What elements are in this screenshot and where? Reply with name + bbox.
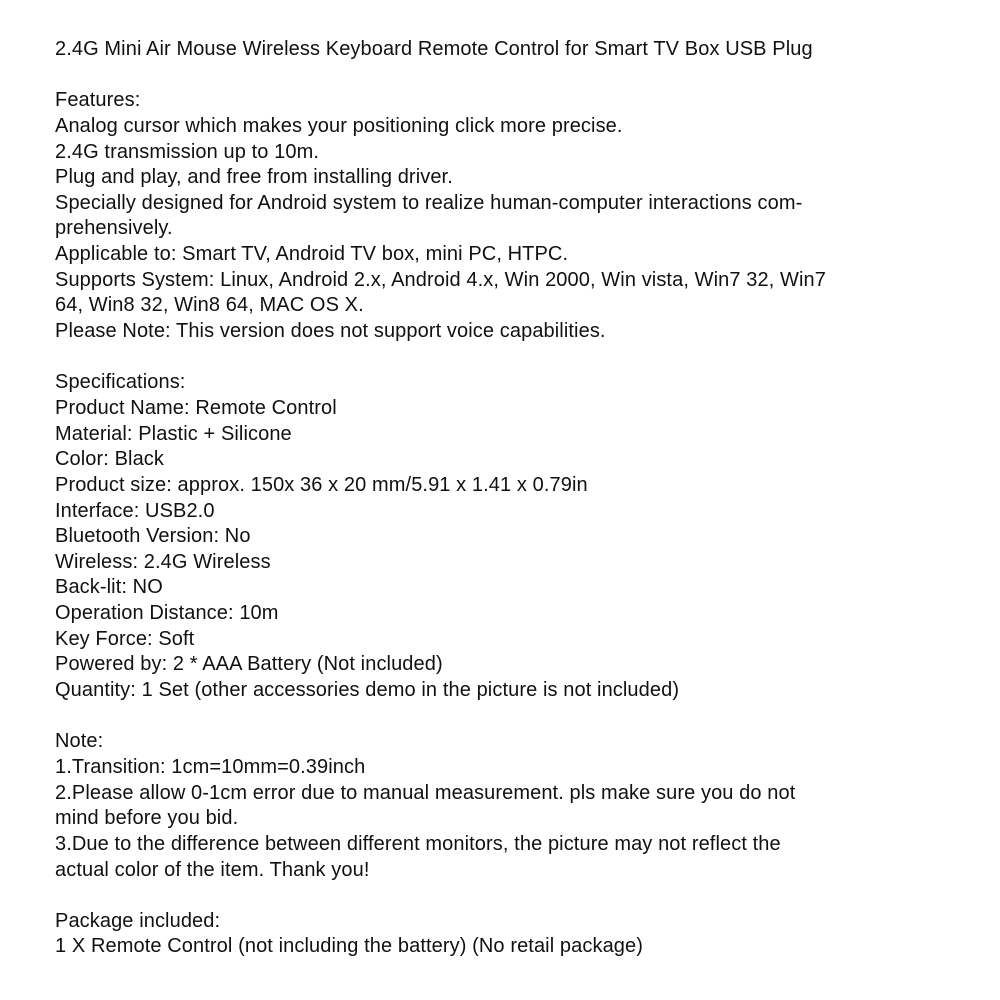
spec-line-wireless: Wireless: 2.4G Wireless <box>55 550 271 573</box>
spec-line-powered-by: Powered by: 2 * AAA Battery (Not included) <box>55 653 443 676</box>
feature-line: Applicable to: Smart TV, Android TV box, mini PC, HTPC. <box>55 243 569 266</box>
spec-line-interface: Interface: USB2.0 <box>55 499 215 522</box>
spec-line-product-name: Product Name: Remote Control <box>55 396 337 419</box>
note-line: actual color of the item. Thank you! <box>55 858 370 881</box>
package-included-heading: Package included: <box>55 909 221 932</box>
feature-line: 64, Win8 32, Win8 64, MAC OS X. <box>55 294 364 317</box>
spec-line-backlit: Back-lit: NO <box>55 576 163 599</box>
features-section <box>55 88 970 344</box>
spec-line-quantity: Quantity: 1 Set (other accessories demo in the picture is not included) <box>55 679 680 702</box>
product-title: 2.4G Mini Air Mouse Wireless Keyboard Remote Control for Smart TV Box USB Plug <box>55 38 813 60</box>
spec-line-bluetooth: Bluetooth Version: No <box>55 525 251 548</box>
spec-line-material: Material: Plastic + Silicone <box>55 422 292 445</box>
spec-line-product-size: Product size: approx. 150x 36 x 20 mm/5.91 x 1.41 x 0.79in <box>55 473 588 496</box>
package-included-line: 1 X Remote Control (not including the battery) (No retail package) <box>55 935 643 958</box>
feature-line: Supports System: Linux, Android 2.x, Android 4.x, Win 2000, Win vista, Win7 32, Win7 <box>55 268 826 291</box>
feature-line: Please Note: This version does not support voice capabilities. <box>55 320 606 343</box>
note-heading: Note: <box>55 730 104 753</box>
note-line: 1.Transition: 1cm=10mm=0.39inch <box>55 755 366 778</box>
feature-line: Analog cursor which makes your positioning click more precise. <box>55 114 623 137</box>
specifications-section <box>55 370 970 703</box>
package-included-section <box>55 909 970 960</box>
note-line: mind before you bid. <box>55 807 239 830</box>
spec-line-operation-distance: Operation Distance: 10m <box>55 602 279 625</box>
note-section <box>55 729 970 883</box>
spec-line-key-force: Key Force: Soft <box>55 627 195 650</box>
spec-line-color: Color: Black <box>55 448 165 471</box>
feature-line: 2.4G transmission up to 10m. <box>55 140 320 163</box>
note-line: 3.Due to the difference between different monitors, the picture may not reflect the <box>55 832 781 855</box>
specifications-heading: Specifications: <box>55 371 186 394</box>
feature-line: Specially designed for Android system to realize human-computer interactions com- <box>55 191 803 214</box>
features-heading: Features: <box>55 89 141 112</box>
feature-line: prehensively. <box>55 217 173 240</box>
note-line: 2.Please allow 0-1cm error due to manual measurement. pls make sure you do not <box>55 781 796 804</box>
feature-line: Plug and play, and free from installing driver. <box>55 166 453 189</box>
